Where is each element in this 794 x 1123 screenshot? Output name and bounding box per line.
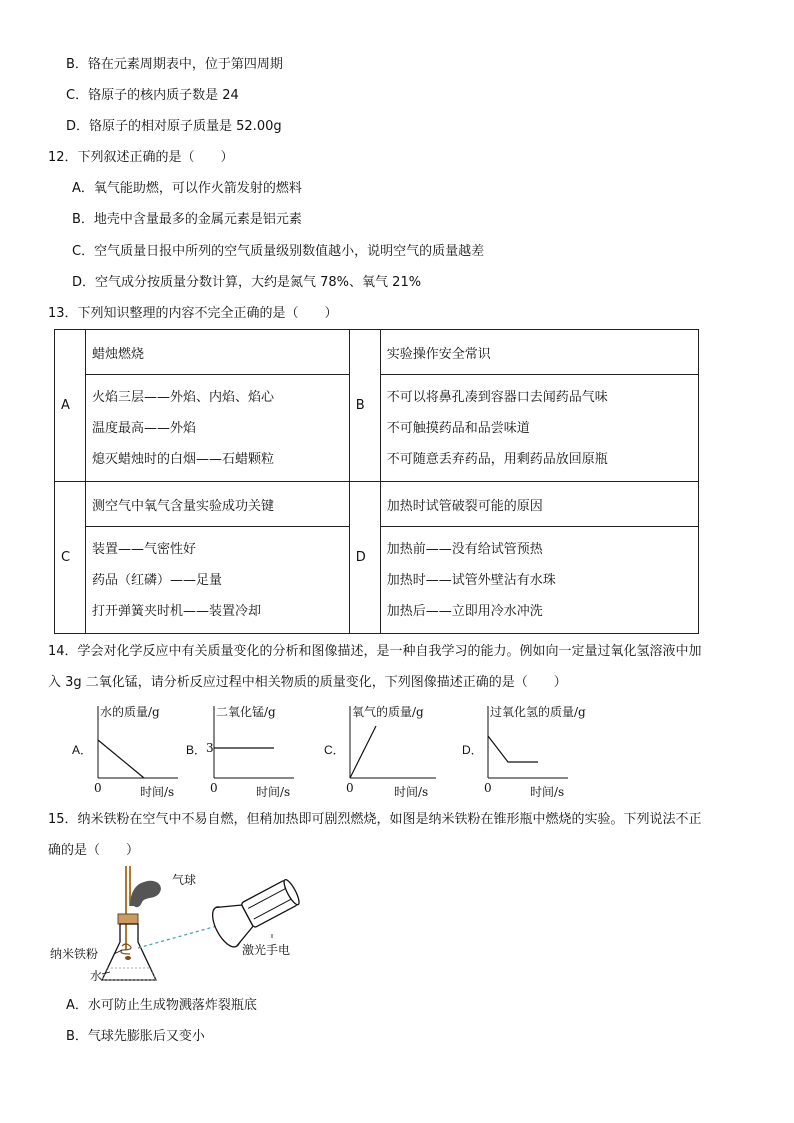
q12-option-d: D．空气成分按质量分数计算，大约是氮气 78%、氧气 21%	[72, 275, 422, 290]
q13-knowledge-table	[54, 329, 699, 634]
graph-d-label: D．	[462, 743, 483, 757]
laser-beam	[138, 924, 224, 948]
q13-cell-letter-a: A	[55, 330, 86, 482]
label-water: 水	[90, 969, 103, 983]
graph-c-origin: 0	[346, 781, 354, 795]
graph-a-label: A．	[72, 743, 93, 757]
q13-stem: 13．下列知识整理的内容不完全正确的是（ ）	[48, 306, 338, 321]
q13-d-line: 加热前——没有给试管预热	[386, 541, 543, 557]
graph-c-label: C．	[324, 743, 345, 757]
graph-c-ylabel: 氧气的质量/g	[352, 705, 424, 719]
q13-d-line: 加热后——立即用冷水冲洗	[386, 603, 543, 619]
graph-d-origin: 0	[484, 781, 492, 795]
q11-option-b: B．铬在元素周期表中，位于第四周期	[66, 57, 283, 72]
graph-d-ylabel: 过氧化氢的质量/g	[490, 705, 586, 719]
q13-a-line: 熄灭蜡烛时的白烟——石蜡颗粒	[92, 451, 275, 467]
q13-b-line: 不可以将鼻孔凑到容器口去闻药品气味	[386, 389, 608, 405]
graph-b-origin: 0	[210, 781, 218, 795]
q14-stem-line1: 14．学会对化学反应中有关质量变化的分析和图像描述，是一种自我学习的能力。例如向一定量过氧化氢溶液中加	[48, 644, 702, 659]
balloon-icon	[130, 881, 161, 907]
iron-powder-dot	[125, 956, 131, 960]
q13-cell-title-d: 加热时试管破裂可能的原因	[380, 482, 698, 527]
q14-graph-a	[66, 700, 186, 800]
q13-b-line: 不可触摸药品和品尝味道	[386, 420, 530, 436]
graph-a-curve	[98, 740, 144, 778]
q13-cell-title-a: 蜡烛燃烧	[86, 330, 350, 375]
q13-cell-letter-b: B	[349, 330, 380, 482]
q13-c-line: 打开弹簧夹时机——装置冷却	[92, 603, 262, 619]
q13-cell-body-a	[86, 375, 350, 482]
flask-water	[102, 968, 156, 980]
q13-cell-body-d	[380, 527, 698, 634]
q11-option-c: C．铬原子的核内质子数是 24	[66, 88, 239, 103]
graph-b-ytick: 3	[206, 741, 214, 755]
q14-graph-d	[456, 700, 606, 800]
graph-b-label: B．	[186, 743, 207, 757]
stopper	[118, 914, 138, 924]
graph-a-ylabel: 水的质量/g	[100, 705, 160, 719]
q12-stem: 12．下列叙述正确的是（ ）	[48, 150, 234, 165]
q14-graph-b	[182, 700, 302, 800]
q14-stem-line2: 入 3g 二氧化锰，请分析反应过程中相关物质的质量变化，下列图像描述正确的是（ ）	[48, 675, 567, 690]
q13-cell-title-b: 实验操作安全常识	[380, 330, 698, 375]
graph-b-ylabel: 二氧化锰/g	[216, 705, 276, 719]
q12-option-c: C．空气质量日报中所列的空气质量级别数值越小，说明空气的质量越差	[72, 244, 485, 259]
graph-c-curve	[350, 726, 376, 778]
q13-cell-letter-c: C	[55, 482, 86, 634]
conical-flask	[102, 924, 156, 980]
q13-d-line: 加热时——试管外壁沾有水珠	[386, 572, 556, 588]
graph-a-origin: 0	[94, 781, 102, 795]
q13-c-line: 药品（红磷）——足量	[92, 572, 223, 588]
q13-cell-body-c	[86, 527, 350, 634]
q15-experiment-figure	[46, 862, 316, 992]
q13-b-line: 不可随意丢弃药品，用剩药品放回原瓶	[386, 451, 608, 467]
graph-d-curve	[488, 736, 538, 762]
graph-a-xlabel: 时间/s	[140, 785, 175, 799]
q15-stem-line2: 确的是（ ）	[48, 843, 140, 858]
q13-a-line: 温度最高——外焰	[92, 420, 197, 436]
q13-cell-title-c: 测空气中氧气含量实验成功关键	[86, 482, 350, 527]
q13-c-line: 装置——气密性好	[92, 541, 197, 557]
q14-graph-c	[318, 700, 448, 800]
label-flashlight: 激光手电	[242, 943, 291, 957]
q15-option-a: A．水可防止生成物溅落炸裂瓶底	[66, 998, 257, 1013]
q12-option-a: A．氧气能助燃，可以作火箭发射的燃料	[72, 181, 302, 196]
graph-d-xlabel: 时间/s	[530, 785, 565, 799]
label-balloon: 气球	[172, 873, 197, 887]
q15-stem-line1: 15．纳米铁粉在空气中不易自燃，但稍加热即可剧烈燃烧，如图是纳米铁粉在锥形瓶中燃烧的实验。下列说法不正	[48, 812, 702, 827]
q12-option-b: B．地壳中含量最多的金属元素是铝元素	[72, 212, 302, 227]
q13-a-line: 火焰三层——外焰、内焰、焰心	[92, 389, 275, 405]
label-iron-powder: 纳米铁粉	[50, 947, 99, 961]
graph-c-xlabel: 时间/s	[394, 785, 429, 799]
laser-flashlight-icon	[207, 871, 305, 951]
q15-option-b: B．气球先膨胀后又变小	[66, 1029, 205, 1044]
graph-b-xlabel: 时间/s	[256, 785, 291, 799]
q13-cell-letter-d: D	[349, 482, 380, 634]
q11-option-d: D．铬原子的相对原子质量是 52.00g	[66, 119, 282, 134]
q13-cell-body-b	[380, 375, 698, 482]
